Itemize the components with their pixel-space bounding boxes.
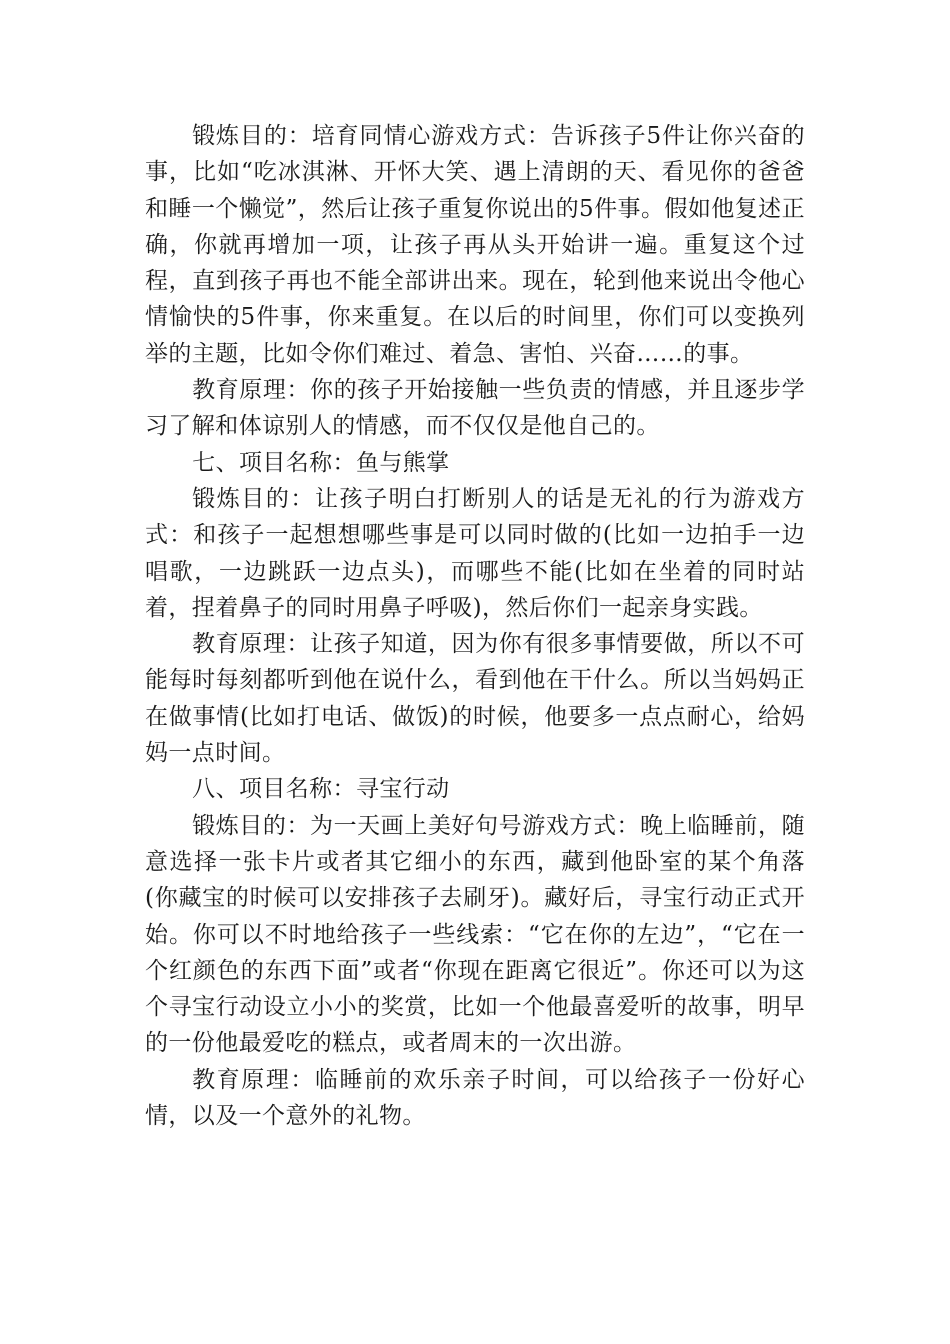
document-page: [145, 118, 805, 1134]
paragraph-treasure-hunt-game: 锻炼目的：为一天画上美好句号游戏方式：晚上临睡前，随意选择一张卡片或者其它细小的东西，藏到他卧室的某个角落(你藏宝的时候可以安排孩子去刷牙)。藏好后，寻宝行动正式开始。你可以不时地给孩子一些线索：“它在你的左边”，“它在一个红颜色的东西下面”或者“你现在距离它很近”。你还可以为这个寻宝行动设立小小的奖赏，比如一个他最喜爱听的故事，明早的一份他最爱吃的糕点，或者周末的一次出游。: [145, 812, 805, 1057]
section-heading-7: 七、项目名称：鱼与熊掌: [192, 449, 450, 476]
paragraph-empathy-game: 锻炼目的：培育同情心游戏方式：告诉孩子5件让你兴奋的事，比如“吃冰淇淋、开怀大笑、遇上清朗的天、看见你的爸爸和睡一个懒觉”，然后让孩子重复你说出的5件事。假如他复述正确，你就再增加一项，让孩子再从头开始讲一遍。重复这个过程，直到孩子再也不能全部讲出来。现在，轮到他来说出令他心情愉快的5件事，你来重复。在以后的时间里，你们可以变换列举的主题，比如令你们难过、着急、害怕、兴奋……的事。: [145, 123, 805, 367]
paragraph-treasure-hunt-principle: 教育原理：临睡前的欢乐亲子时间，可以给孩子一份好心情，以及一个意外的礼物。: [145, 1066, 805, 1130]
section-heading-8: 八、项目名称：寻宝行动: [192, 776, 450, 803]
paragraph-empathy-principle: 教育原理：你的孩子开始接触一些负责的情感，并且逐步学习了解和体谅别人的情感，而不仅仅是他自己的。: [145, 377, 805, 440]
paragraph-fish-bear-game: 锻炼目的：让孩子明白打断别人的话是无礼的行为游戏方式：和孩子一起想想哪些事是可以同时做的(比如一边拍手一边唱歌，一边跳跃一边点头)，而哪些不能(比如在坐着的同时站着，捏着鼻子的同时用鼻子呼吸)，然后你们一起亲身实践。: [145, 485, 805, 621]
paragraph-fish-bear-principle: 教育原理：让孩子知道，因为你有很多事情要做，所以不可能每时每刻都听到他在说什么，看到他在干什么。所以当妈妈正在做事情(比如打电话、做饭)的时候，他要多一点点耐心，给妈妈一点时间。: [145, 631, 805, 767]
